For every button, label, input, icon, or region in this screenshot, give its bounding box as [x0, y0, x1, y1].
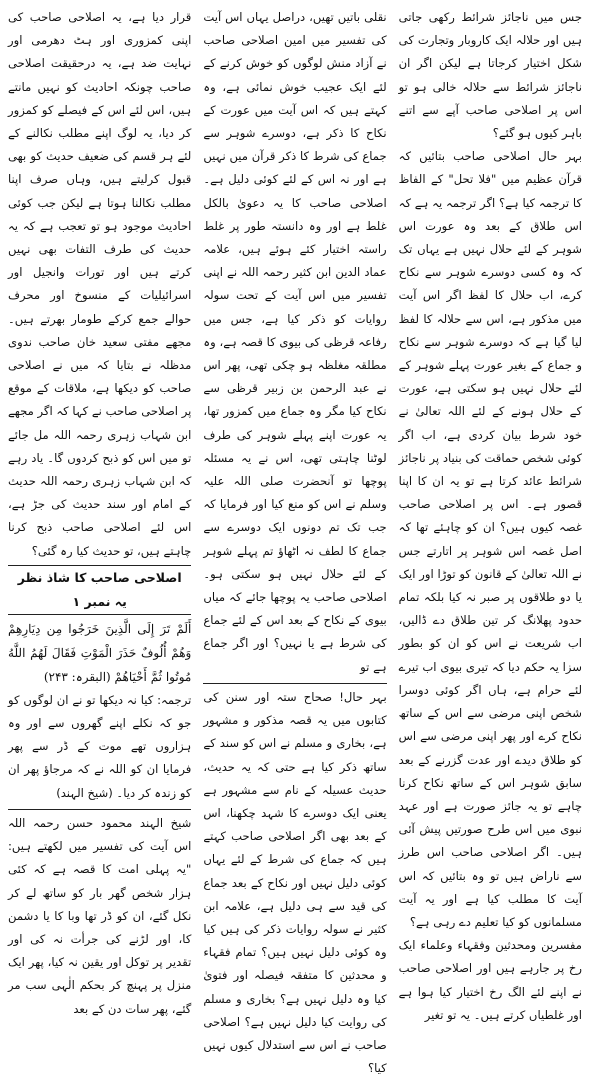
column-right [398, 6, 582, 1022]
quran-verse: أَلَمْ تَرَ إِلَى الَّذِينَ خَرَجُوا مِن دِيَارِهِمْ وَهُمْ أُلُوفٌ حَذَرَ الْمَوْتِ فَقَالَ لَهُمُ اللَّهُ مُوتُوا ثُمَّ أَحْيَاهُمْ (البقرہ: ۲۴۳) [8, 621, 192, 684]
section-heading: اصلاحی صاحب کا شاذ نظر یہ نمبر ۱ [8, 565, 191, 615]
paragraph: مفسرین ومحدثین وفقہاء وعلماء ایک رخ پر جارہے ہیں اور اصلاحی صاحب نے اپنے لئے الگ رخ اختیار کیا ہوا ہے اور غلطیاں کرتے ہیں۔ یہ تو تغیر [398, 938, 582, 1022]
paragraph: بہر حال اصلاحی صاحب بتائیں کہ قرآن عظیم میں "فلا تحل" کے الفاظ کا ترجمہ کیا ہے؟ اگر ترجمہ یہ ہے کہ اس طلاق کے بعد وہ عورت اس شوہر کے لئے حلال نہیں ہے یہاں تک کہ وہ کسی دوسرے شوہر سے نکاح کرے، اب حلال کا لفظ اگر اس آیت میں مذکور ہے، اس سے حلالہ کا لفظ لیا گیا ہے کہ دوسرے شوہر سے نکاح و جماع کے بغیر عورت پہلے شوہر کے لئے حلال نہیں ہو سکتی ہے، عورت کے حلال ہونے کے لئے اللہ تعالیٰ نے خود شرط بیان کردی ہے، اب اگر کوئی شخص حماقت کی بنیاد پر ناجائز شرائط عائد کرتا ہے تو یہ ان کا اپنا قصور ہے۔ اس پر اصلاحی صاحب غصہ کیوں ہیں؟ ان کو چاہئے تھا کہ اصل غصہ اس شوہر پر اتارتے جس نے اللہ تعالیٰ کے قانون کو توڑا اور ایک یا دو طلاقوں پر صبر نہ کیا بلکہ تمام حدود پھلانگ کر تین طلاق دے ڈالیں، اب شریعت نے اس کو ان کو بطور سزا یہ حکم دیا کہ تیری بیوی اب تیرے لئے حرام ہے، ہاں اگر کوئی دوسرا شخص اپنی مرضی سے اس کے ساتھ نکاح کرے اور پھر اپنی مرضی سے اس کو طلاق دیدے اور عدت گزرنے کے بعد سابق شوہر اس کے ساتھ نکاح کرنا چاہے تو یہ جائز صورت ہے اور عہد نبوی میں اس طرح صورتیں پیش آئی ہیں۔ اگر اصلاحی صاحب اس طرز سے ناراض ہیں تو وہ بتائیں کہ اس آیت کا مطلب کیا ہے اور یہ آیت مسلمانوں کو کیا تعلیم دے رہی ہے؟ [398, 149, 582, 929]
divider [8, 809, 191, 810]
paragraph: بہر حال! صحاح ستہ اور سنن کی کتابوں میں یہ قصہ مذکور و مشہور ہے، بخاری و مسلم نے اس کو سند کے ساتھ ذکر کیا ہے حتی کہ یہ حدیث، حدیث عسیلہ کے نام سے مشہور ہے یعنی ایک دوسرے کا شہد چکھنا، اس کے بعد بھی اگر اصلاحی صاحب کہتے ہیں کہ جماع کی شرط کے لئے یہاں کوئی دلیل نہیں اور نکاح کے بعد جماع کی قید سے ہی دلیل ہے، علامہ ابن کثیر نے سولہ روایات ذکر کی ہیں کیا وہ کوئی دلیل نہیں ہیں؟ تمام فقہاء و محدثین کا متفقہ فیصلہ اور فتویٰ کیا وہ دلیل نہیں ہے؟ بخاری و مسلم کی روایت کیا دلیل نہیں ہے؟ اصلاحی صاحب نے اس سے استدلال کیوں نہیں کیا؟ [203, 689, 387, 1076]
verse-translation: ترجمہ: کیا نہ دیکھا تو نے ان لوگوں کو جو کہ نکلے اپنے گھروں سے اور وہ ہزاروں تھے موت کے ڈر سے پھر فرمایا ان کو اللہ نے کہ مرجاؤ پھر ان کو زندہ کر دیا۔ (شیخ الہند) [8, 692, 192, 800]
divider [203, 683, 386, 684]
paragraph: قرار دیا ہے، یہ اصلاحی صاحب کی اپنی کمزوری اور ہٹ دھرمی اور نہایت ضد ہے، یہ درحقیقت اصلاحی صاحب چونکہ احادیث کو نہیں مانتے ہیں، اس لئے اس کے فیصلے کو کمزور کر دیا، یہ لوگ اپنے مطلب نکالنے کے لئے ہر قسم کی ضعیف حدیث کو بھی قبول کرلیتے ہیں، وہاں صرف اپنا مطلب نکالنا ہوتا ہے لیکن جب کوئی احادیث موجود ہو تو تعجب ہے کہ یہ حدیث کی طرف التفات بھی نہیں کرتے ہیں اور تورات وانجیل اور اسرائیلیات کے منسوخ اور محرف حوالے جمع کرکے طومار بھرتے ہیں۔ مجھے مفتی سعید خان صاحب ندوی مدظلہ نے بتایا کہ میں نے اصلاحی صاحب کو دیکھا ہے، ملاقات کے موقع پر اصلاحی صاحب نے کہا کہ اگر مجھے ابن شہاب زہری رحمہ اللہ مل جائے تو میں اس کو ذبح کردوں گا۔ یاد رہے کہ ابن شہاب زہری رحمہ اللہ حدیث کے امام اور سند حدیث کی جڑ ہے، اس لئے اصلاحی صاحب ذبح کرنا چاہتے ہیں، تو حدیث کیا رہ گئی؟ [8, 10, 192, 558]
paragraph: جس میں ناجائز شرائط رکھی جاتی ہیں اور حلالہ ایک کاروبار وتجارت کی شکل اختیار کرجاتا ہے لیکن اگر ان ناجائز شرائط سے حلالہ خالی ہو تو اس پر اصلاحی صاحب آپے سے اتنے باہر کیوں ہو گئے؟ [398, 10, 582, 141]
paragraph: نقلی باتیں تھیں، دراصل یہاں اس آیت کی تفسیر میں امین اصلاحی صاحب نے آزاد منش لوگوں کو خوش کرنے کے لئے ایک عجیب خوش نمائی ہے، وہ کہتے ہیں کہ اس آیت میں عورت کے نکاح کا ذکر ہے، دوسرے شوہر سے جماع کی شرط کا ذکر قرآن میں نہیں ہے اور نہ اس کے لئے کوئی دلیل ہے۔ اصلاحی صاحب کا یہ دعویٰ بالکل غلط ہے اور وہ دانستہ طور پر غلط راستہ اختیار کئے ہوئے ہیں، علامہ عماد الدین ابن کثیر رحمہ اللہ نے اپنی تفسیر میں اس آیت کے تحت سولہ روایات کو ذکر کیا ہے، جس میں رفاعہ قرظی کی بیوی کا قصہ ہے، وہ مطلقہ مغلظہ ہو چکی تھی، پھر اس نے عبد الرحمن بن زبیر قرظی سے نکاح کیا مگر وہ جماع میں کمزور تھا، یہ عورت اپنے پہلے شوہر کی طرف لوٹنا چاہتی تھی، اس نے یہ مسئلہ پوچھا تو آنحضرت صلی اللہ علیہ وسلم نے اس کو منع کیا اور فرمایا کہ جب تک تم دونوں ایک دوسرے سے جماع کا لطف نہ اٹھاؤ تم پہلے شوہر کے لئے حلال نہیں ہو سکتی ہو۔ اصلاحی صاحب یہ پوچھا جائے کہ میاں بیوی کے نکاح کے بعد اس کے لئے جماع کی شرط ہے یا نہیں؟ اور اگر جماع ہے تو [203, 10, 387, 674]
paragraph: شیخ الہند محمود حسن رحمہ اللہ اس آیت کی تفسیر میں لکھتے ہیں: "یہ پہلی امت کا قصہ ہے کہ کئی ہزار شخص گھر بار کو ساتھ لے کر نکل گئے، ان کو ڈر تھا وبا کا یا دشمن کا، اور لڑنے کی جرأت نہ کی اور تقدیر پر توکل اور یقین نہ کیا، پھر ایک منزل پر پہنچ کر بحکم الٰہی سب مر گئے، پھر سات دن کے بعد [8, 815, 192, 1016]
column-left [8, 6, 192, 1016]
column-middle [203, 6, 387, 1076]
